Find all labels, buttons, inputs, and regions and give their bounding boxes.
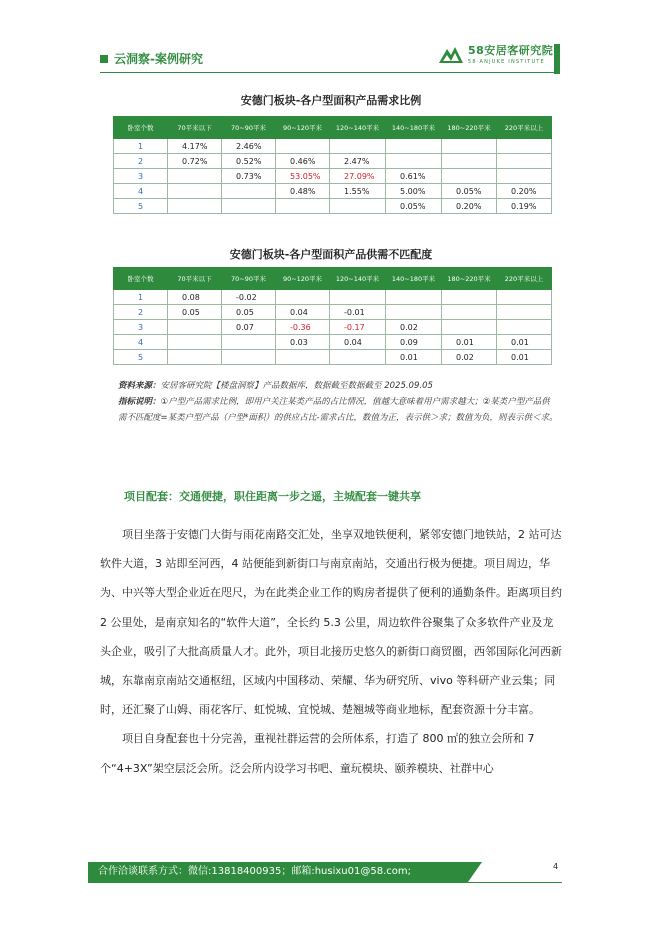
table-cell: 2.46% [222, 139, 276, 154]
table-cell: 2.47% [330, 154, 386, 169]
table-cell: 0.04 [276, 305, 330, 320]
table-cell [330, 199, 386, 214]
table-cell [497, 305, 552, 320]
column-header: 220平米以上 [497, 117, 552, 139]
column-header: 卧室个数 [114, 268, 168, 290]
table-cell: 0.01 [442, 335, 497, 350]
table-cell: 0.05 [222, 305, 276, 320]
logo-english-name: 58·ANJUKE INSTITUTE [468, 59, 545, 65]
mountain-logo-icon [438, 43, 464, 65]
column-header: 140~180平米 [386, 117, 442, 139]
header-accent-bar [554, 44, 560, 74]
column-header: 140~180平米 [386, 268, 442, 290]
table-cell [276, 290, 330, 305]
column-header: 卧室个数 [114, 117, 168, 139]
table-cell [442, 154, 497, 169]
column-header: 70平米以下 [168, 117, 222, 139]
table-cell [497, 154, 552, 169]
table-cell: -0.17 [330, 320, 386, 335]
table-cell: 27.09% [330, 169, 386, 184]
column-header: 180~220平米 [442, 268, 497, 290]
note-line [118, 394, 558, 426]
row-header-cell: 5 [114, 350, 168, 365]
source-line [118, 378, 558, 394]
table-cell [386, 305, 442, 320]
table-cell: 0.20% [497, 184, 552, 199]
logo-chinese-name: 58安居客研究院 [468, 44, 554, 57]
column-header: 180~220平米 [442, 117, 497, 139]
paragraph: 项目自身配套也十分完善，重视社群运营的会所体系，打造了 800 ㎡的独立会所和 7 个“4+3X”架空层泛会所。泛会所内设学习书吧、童玩模块、颐养模块、社群中心 [100, 732, 535, 775]
table-cell: 0.05% [386, 199, 442, 214]
table-cell [276, 139, 330, 154]
table-cell [168, 184, 222, 199]
table-header-row [114, 268, 552, 290]
table-cell: 0.73% [222, 169, 276, 184]
row-header-cell: 1 [114, 139, 168, 154]
table-cell: 0.72% [168, 154, 222, 169]
demand-ratio-table [113, 116, 552, 214]
column-header: 90~120平米 [276, 117, 330, 139]
table-cell: 53.05% [276, 169, 330, 184]
table-cell [222, 350, 276, 365]
table-cell: 0.01 [386, 350, 442, 365]
page-header [0, 0, 662, 78]
row-header-cell: 5 [114, 199, 168, 214]
table-cell [222, 199, 276, 214]
section-heading: 项目配套：交通便捷，职住距离一步之遥，主城配套一键共享 [124, 490, 421, 503]
table-cell: 0.03 [276, 335, 330, 350]
table-cell: 5.00% [386, 184, 442, 199]
table-cell: 0.02 [386, 320, 442, 335]
row-header-cell: 1 [114, 290, 168, 305]
table-cell: 0.05% [442, 184, 497, 199]
table-cell [497, 290, 552, 305]
table-cell: 0.46% [276, 154, 330, 169]
table-cell [497, 169, 552, 184]
table-row [114, 139, 552, 154]
table-cell [330, 290, 386, 305]
table-cell [386, 139, 442, 154]
column-header: 70~90平米 [222, 268, 276, 290]
table-cell [276, 350, 330, 365]
table-row [114, 335, 552, 350]
table-cell: 0.01 [497, 335, 552, 350]
table-header-row [114, 117, 552, 139]
table-cell [330, 350, 386, 365]
table-cell [168, 169, 222, 184]
note-text: ①户型产品需求比例，即用户关注某类产品的占比情况，值越大意味着用户需求越大；②某类户型产品供需不匹配度=某类户型产品（户型*面积）的供应占比-需求占比，数值为正，表示供＞求；数值为负，则表示供＜求。 [118, 397, 558, 423]
table-cell: 0.52% [222, 154, 276, 169]
table-cell [386, 154, 442, 169]
footer-contact: 合作洽谈联系方式：微信:13818400935；邮箱:husixu01@58.com; [88, 862, 468, 882]
note-label: 指标说明： [118, 397, 161, 407]
table-cell: 0.19% [497, 199, 552, 214]
header-title [100, 50, 203, 67]
source-text: 安居客研究院【楼盘洞察】产品数据库，数据截至数据截至 2025.09.05 [160, 381, 433, 391]
header-divider [100, 72, 560, 73]
table-cell: 0.08 [168, 290, 222, 305]
table1-title: 安德门板块-各户型面积产品需求比例 [240, 94, 422, 107]
table-cell [442, 169, 497, 184]
column-header: 120~140平米 [330, 268, 386, 290]
table-cell [442, 305, 497, 320]
row-header-cell: 4 [114, 184, 168, 199]
row-header-cell: 3 [114, 169, 168, 184]
table-row [114, 305, 552, 320]
page-number: 4 [553, 862, 559, 871]
table-cell [222, 184, 276, 199]
table-row [114, 290, 552, 305]
source-label: 资料来源： [118, 381, 161, 391]
brand-logo [438, 42, 553, 65]
table-cell [168, 320, 222, 335]
table-cell [497, 320, 552, 335]
table-cell [168, 199, 222, 214]
table2-title: 安德门板块-各户型面积产品供需不匹配度 [229, 248, 433, 261]
row-header-cell: 2 [114, 305, 168, 320]
row-header-cell: 2 [114, 154, 168, 169]
column-header: 90~120平米 [276, 268, 330, 290]
table-cell: 0.04 [330, 335, 386, 350]
table-row [114, 169, 552, 184]
table-cell: 0.20% [442, 199, 497, 214]
table-cell: -0.02 [222, 290, 276, 305]
footer-divider [88, 882, 562, 883]
table-cell [168, 350, 222, 365]
column-header: 120~140平米 [330, 117, 386, 139]
table-cell: 0.48% [276, 184, 330, 199]
table-cell: 0.02 [442, 350, 497, 365]
row-header-cell: 4 [114, 335, 168, 350]
table-cell [330, 139, 386, 154]
table-cell [222, 335, 276, 350]
source-notes [118, 378, 558, 426]
table-row [114, 320, 552, 335]
header-title-text: 云洞察-案例研究 [114, 52, 203, 66]
body-text [100, 520, 562, 783]
table-cell [168, 335, 222, 350]
table-cell [386, 290, 442, 305]
table-cell: 1.55% [330, 184, 386, 199]
row-header-cell: 3 [114, 320, 168, 335]
table-cell: 4.17% [168, 139, 222, 154]
mismatch-table [113, 267, 552, 365]
table-row [114, 199, 552, 214]
table-row [114, 154, 552, 169]
table-cell: 0.61% [386, 169, 442, 184]
table-cell [442, 139, 497, 154]
table-cell: 0.05 [168, 305, 222, 320]
table-row [114, 350, 552, 365]
table-cell: -0.01 [330, 305, 386, 320]
table-cell [497, 139, 552, 154]
table-cell: 0.07 [222, 320, 276, 335]
column-header: 70平米以下 [168, 268, 222, 290]
table-cell [442, 290, 497, 305]
table-row [114, 184, 552, 199]
table-cell [276, 199, 330, 214]
footer-tail-shape [468, 862, 482, 882]
column-header: 220平米以上 [497, 268, 552, 290]
header-square-icon [100, 55, 108, 63]
table-cell: 0.09 [386, 335, 442, 350]
paragraph: 项目坐落于安德门大街与雨花南路交汇处，坐享双地铁便利，紧邻安德门地铁站，2 站可达软件大道，3 站即至河西，4 站便能到新街口与南京南站，交通出行极为便捷。项目周边，华为、中兴等大型企业近在咫尺，为在此类企业工作的购房者提供了便利的通勤条件。距离项目约 2 公里处，是南京知名的“软件大道”，全长约 5.3 公里，周边软件谷聚集了众多软件产业及龙头企业，吸引了大批高质量人才。此外，项目北接历史悠久的新街口商贸圈，西邻国际化河西新城，东靠南京南站交通枢纽，区域内中国移动、荣耀、华为研究所、vivo 等科研产业云集；同时，还汇聚了山姆、雨花客厅、虹悦城、宜悦城、楚翘城等商业地标，配套资源十分丰富。 [100, 528, 562, 717]
table-cell: 0.01 [497, 350, 552, 365]
table-cell: -0.36 [276, 320, 330, 335]
table-cell [442, 320, 497, 335]
column-header: 70~90平米 [222, 117, 276, 139]
